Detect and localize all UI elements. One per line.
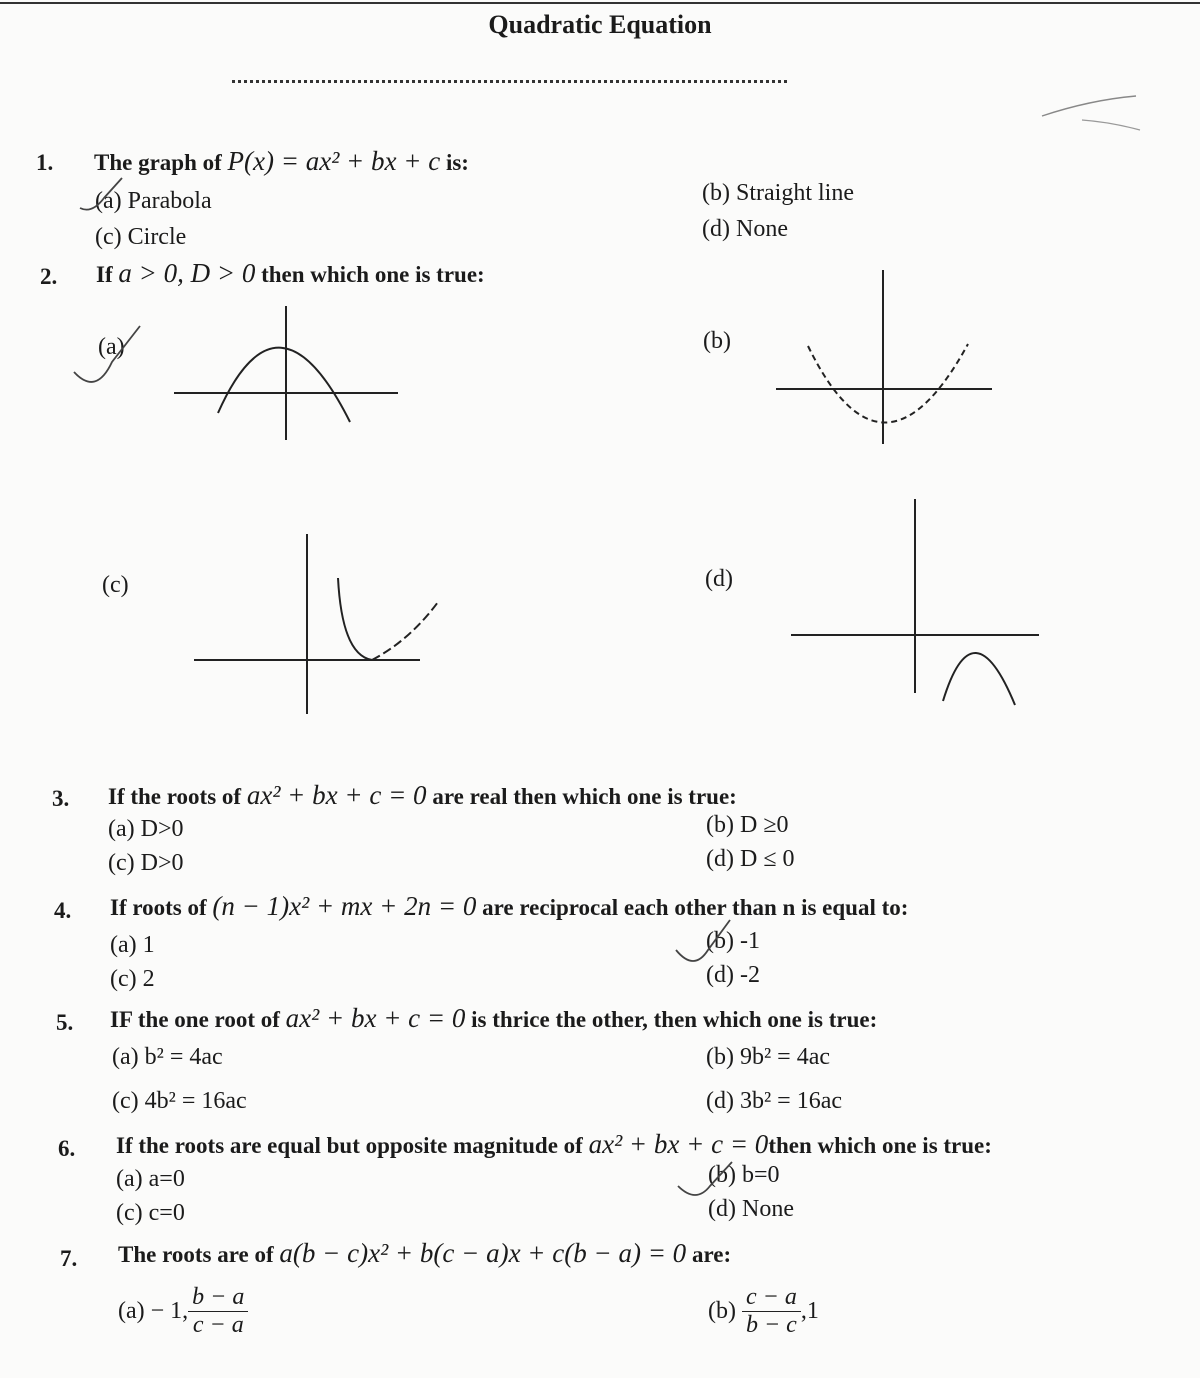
- option-c: (c) 2: [110, 966, 155, 992]
- option-d: (d) D ≤ 0: [706, 846, 795, 872]
- question-number: 6.: [58, 1136, 76, 1161]
- option-d: (d): [705, 566, 733, 592]
- question-math: ax² + bx + c = 0: [285, 1003, 466, 1033]
- question-text-post: are reciprocal each other than n is equal to:: [476, 895, 909, 920]
- question-text-post: are real then which one is true:: [426, 784, 737, 809]
- question-text-post: are:: [686, 1242, 732, 1267]
- question-math: a(b − c)x² + b(c − a)x + c(b − a) = 0: [279, 1238, 687, 1268]
- fraction-numerator: b − a: [188, 1284, 248, 1312]
- question-number: 3.: [52, 786, 70, 811]
- checkmark-icon: [80, 178, 122, 210]
- checkmark-icon: [74, 326, 140, 382]
- option-a: (a) b² = 4ac: [112, 1044, 223, 1070]
- question-text-pre: If the roots are equal but opposite magnitude of: [116, 1133, 589, 1158]
- question-math: P(x) = ax² + bx + c: [227, 146, 441, 176]
- option-d: (d) None: [702, 216, 788, 242]
- option-b: (b) b=0: [708, 1162, 780, 1188]
- question-math: ax² + bx + c = 0: [588, 1129, 769, 1159]
- checkmark-icon: [676, 920, 730, 961]
- option-a-prefix: (a) − 1,: [118, 1298, 189, 1324]
- option-a: (a): [98, 334, 125, 360]
- question-text-post: then which one is true:: [768, 1133, 992, 1158]
- question-math: ax² + bx + c = 0: [246, 780, 427, 810]
- fraction-denominator: b − c: [745, 1312, 797, 1338]
- pen-stroke-icon: [1082, 120, 1140, 130]
- option-c: (c): [102, 572, 129, 598]
- question-math: (n − 1)x² + mx + 2n = 0: [212, 891, 477, 921]
- option-d: (d) None: [708, 1196, 794, 1222]
- question-text-pre: If roots of: [110, 895, 213, 920]
- question-text-pre: IF the one root of: [110, 1007, 286, 1032]
- option-a: (a) D>0: [108, 816, 184, 842]
- option-b: (b) 9b² = 4ac: [706, 1044, 831, 1070]
- option-c: (c) 4b² = 16ac: [112, 1088, 247, 1114]
- option-a: (a) Parabola: [95, 188, 212, 214]
- option-a: (a) 1: [110, 932, 155, 958]
- question-text-pre: The graph of: [94, 150, 228, 175]
- question-text-pre: If the roots of: [108, 784, 247, 809]
- fraction-denominator: c − a: [192, 1312, 244, 1338]
- question-number: 4.: [54, 898, 72, 923]
- option-b-prefix: (b): [708, 1298, 736, 1324]
- option-c: (c) D>0: [108, 850, 184, 876]
- option-b-suffix: ,1: [800, 1298, 819, 1324]
- option-b: (b): [703, 328, 731, 354]
- option-c: (c) c=0: [116, 1200, 185, 1226]
- option-b: (b) Straight line: [702, 180, 854, 206]
- option-b: (b) -1: [706, 928, 760, 954]
- option-d: (d) 3b² = 16ac: [706, 1088, 843, 1114]
- question-text-pre: The roots are of: [118, 1242, 280, 1267]
- question-text-post: is:: [440, 150, 469, 175]
- option-c: (c) Circle: [95, 224, 187, 250]
- question-text-post: is thrice the other, then which one is true:: [465, 1007, 878, 1032]
- option-a: (a) a=0: [116, 1166, 185, 1192]
- question-number: 2.: [40, 264, 58, 289]
- question-number: 7.: [60, 1246, 78, 1271]
- question-text-pre: If: [96, 262, 119, 287]
- question-math: a > 0, D > 0: [118, 258, 256, 288]
- option-d: (d) -2: [706, 962, 760, 988]
- question-number: 1.: [36, 150, 54, 175]
- option-b: (b) D ≥0: [706, 812, 789, 838]
- checkmark-icon: [678, 1162, 732, 1195]
- question-number: 5.: [56, 1010, 74, 1035]
- page-title: Quadratic Equation: [488, 10, 712, 39]
- question-text-post: then which one is true:: [255, 262, 485, 287]
- pen-stroke-icon: [1042, 96, 1136, 116]
- fraction-numerator: c − a: [742, 1284, 801, 1312]
